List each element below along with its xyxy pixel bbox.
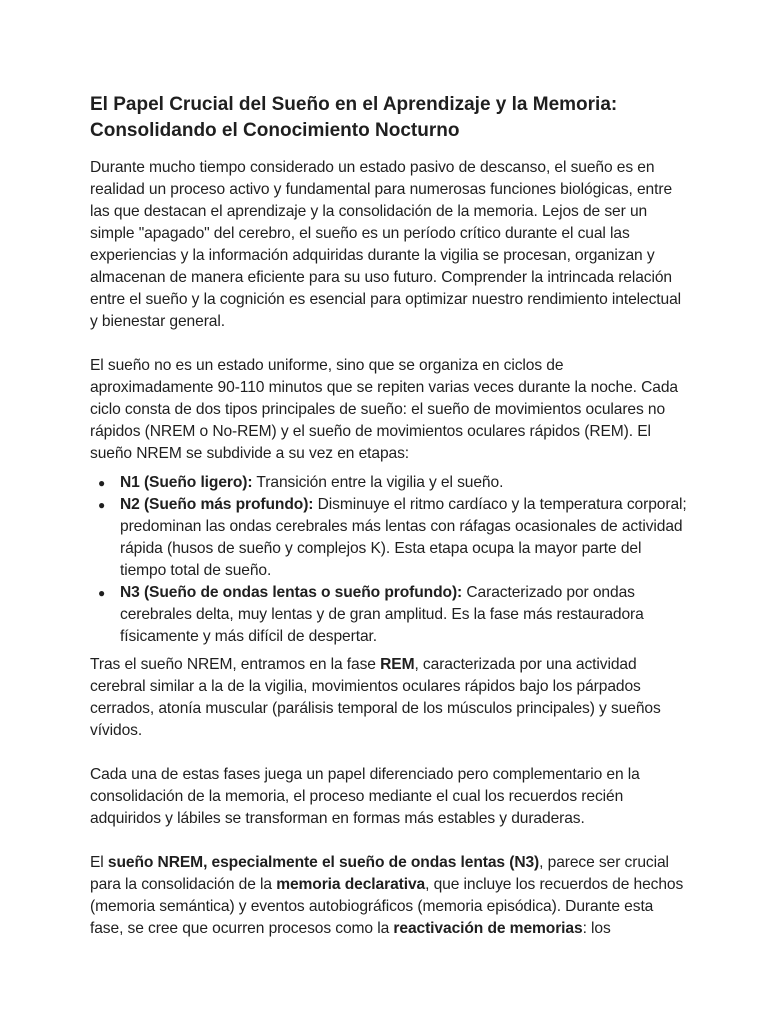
paragraph-nrem-declarative [90, 852, 690, 940]
list-item-text: Transición entre la vigilia y el sueño. [252, 474, 504, 491]
paragraph-sleep-cycles: El sueño no es un estado uniforme, sino que se organiza en ciclos de aproximadamente 90-110 minutos que se repiten varias veces durante la noche. Cada ciclo consta de dos tipos principales de sueño: el sueño de movimientos oculares no rápidos (NREM o No-REM) y el sueño de movimientos oculares rápidos (REM). El sueño NREM se subdivide a su vez en etapas: [90, 357, 678, 462]
bold-run: sueño NREM, especialmente el sueño de ondas lentas (N3) [107, 854, 540, 871]
list-item-n3 [98, 582, 690, 648]
bullet-icon: ● [98, 476, 106, 490]
document-page [90, 92, 690, 953]
list-item-text: Caracterizado por ondas cerebrales delta, muy lentas y de gran amplitud. Es la fase más restauradora físicamente y más difícil de despertar. [120, 584, 644, 645]
paragraph-intro: Durante mucho tiempo considerado un estado pasivo de descanso, el sueño es en realidad un proceso activo y fundamental para numerosas funciones biológicas, entre las que destacan el aprendizaje y la consolidación de la memoria. Lejos de ser un simple "apagado" del cerebro, el sueño es un período crítico durante el cual las experiencias y la información adquiridas durante la vigilia se procesan, organizan y almacenan de manera eficiente para su uso futuro. Comprender la intrincada relación entre el sueño y la cognición es esencial para optimizar nuestro rendimiento intelectual y bienestar general. [90, 159, 682, 330]
paragraph-phases-role: Cada una de estas fases juega un papel diferenciado pero complementario en la consolidación de la memoria, el proceso mediante el cual los recuerdos recién adquiridos y lábiles se transforman en formas más estables y duraderas. [90, 766, 640, 827]
text-run: El [90, 854, 108, 871]
bold-run: reactivación de memorias [393, 920, 583, 937]
bold-run: REM [380, 656, 415, 673]
list-item-term: N2 (Sueño más profundo): [120, 496, 314, 513]
bullet-icon: ● [98, 586, 106, 600]
nrem-stages-list [90, 472, 690, 648]
list-item-term: N1 (Sueño ligero): [120, 474, 253, 491]
text-run: , parece ser crucial para la consolidación de la [90, 854, 669, 893]
title-line-1: El Papel Crucial del Sueño en el Aprendizaje y la Memoria: [90, 94, 618, 115]
text-run: : los [582, 920, 611, 937]
text-run: Tras el sueño NREM, entramos en la fase [90, 656, 381, 673]
list-item-n2 [98, 494, 690, 582]
list-item-n1 [98, 472, 690, 494]
list-item-term: N3 (Sueño de ondas lentas o sueño profundo): [120, 584, 463, 601]
document-title [90, 92, 690, 144]
bold-run: memoria declarativa [276, 876, 426, 893]
list-item-text: Disminuye el ritmo cardíaco y la temperatura corporal; predominan las ondas cerebrales más lentas con ráfagas ocasionales de actividad rápida (husos de sueño y complejos K). Esta etapa ocupa la mayor parte del tiempo total de sueño. [120, 496, 687, 579]
paragraph-rem [90, 654, 690, 742]
bullet-icon: ● [98, 498, 106, 512]
title-line-2: Consolidando el Conocimiento Nocturno [90, 120, 460, 141]
text-run: , caracterizada por una actividad cerebral similar a la de la vigilia, movimientos oculares rápidos bajo los párpados cerrados, atonía muscular (parálisis temporal de los músculos principales) y sueños vívidos. [90, 656, 661, 739]
text-run: , que incluye los recuerdos de hechos (memoria semántica) y eventos autobiográficos (memoria episódica). Durante esta fase, se cree que ocurren procesos como la [90, 876, 684, 937]
